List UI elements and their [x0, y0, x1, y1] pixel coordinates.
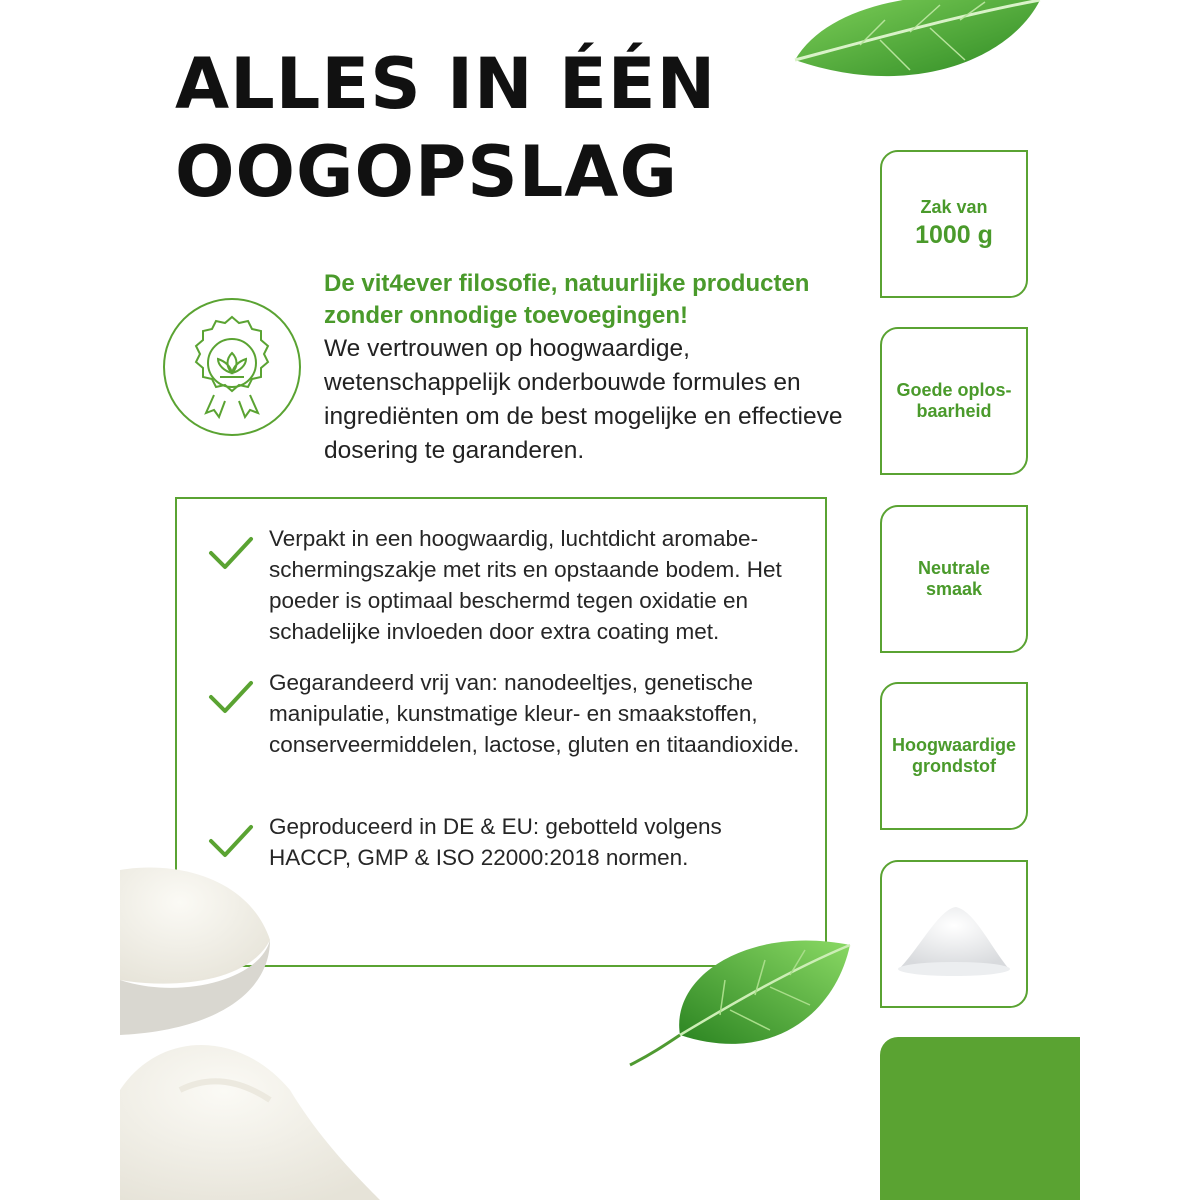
badge-label: Goede oplos-baarheid: [896, 380, 1012, 421]
philosophy-headline: De vit4ever filosofie, natuurlijke producten zonder onnodige toevoegingen!: [324, 270, 810, 329]
taste-badge: [880, 505, 1028, 653]
quality-seal-icon: [160, 295, 305, 440]
solubility-badge: [880, 327, 1028, 475]
feature-text: Geproduceerd in DE & EU: gebotteld volgens HACCP, GMP & ISO 22000:2018 normen.: [269, 814, 722, 870]
feature-item: [207, 667, 807, 760]
page-title: [175, 40, 716, 216]
title-line-2: OOGOPSLAG: [175, 131, 678, 213]
philosophy-section: [324, 268, 854, 468]
feature-text: Gegarandeerd vrij van: nanodeeltjes, genetische manipulatie, kunstmatige kleur- en smaakstoffen, conserveermiddelen, lactose, gluten en titaandioxide.: [269, 670, 800, 757]
badge-label: Hoogwaardige grondstof: [891, 735, 1016, 776]
leaf-image: [790, 0, 1050, 100]
badge-label: Zak van: [920, 196, 988, 217]
feature-item: [207, 523, 807, 647]
package-size-badge: [880, 150, 1028, 298]
powder-badge: [880, 860, 1028, 1008]
badge-value: 1000 g: [915, 220, 993, 249]
philosophy-body: We vertrouwen op hoogwaardige, wetenschappelijk onderbouwde formules en ingrediënten om de best mogelijke en effectieve dosering te garanderen.: [324, 335, 843, 464]
checkmark-icon: [207, 533, 255, 573]
checkmark-icon: [207, 677, 255, 717]
feature-text: Verpakt in een hoogwaardig, luchtdicht aromabe-schermingszakje met rits en opstaande bodem. Het poeder is optimaal beschermd tegen oxidatie en schadelijke invloeden door extra coating met.: [269, 526, 782, 644]
title-line-1: ALLES IN ÉÉN: [175, 43, 717, 125]
powder-bowl-image: [120, 860, 380, 1200]
checkmark-icon: [207, 821, 255, 861]
powder-pile-icon: [894, 889, 1014, 979]
quality-badge: [880, 682, 1028, 830]
leaf-image: [620, 925, 860, 1075]
green-accent-block: [880, 1037, 1080, 1200]
badge-label: Neutrale smaak: [917, 558, 991, 599]
